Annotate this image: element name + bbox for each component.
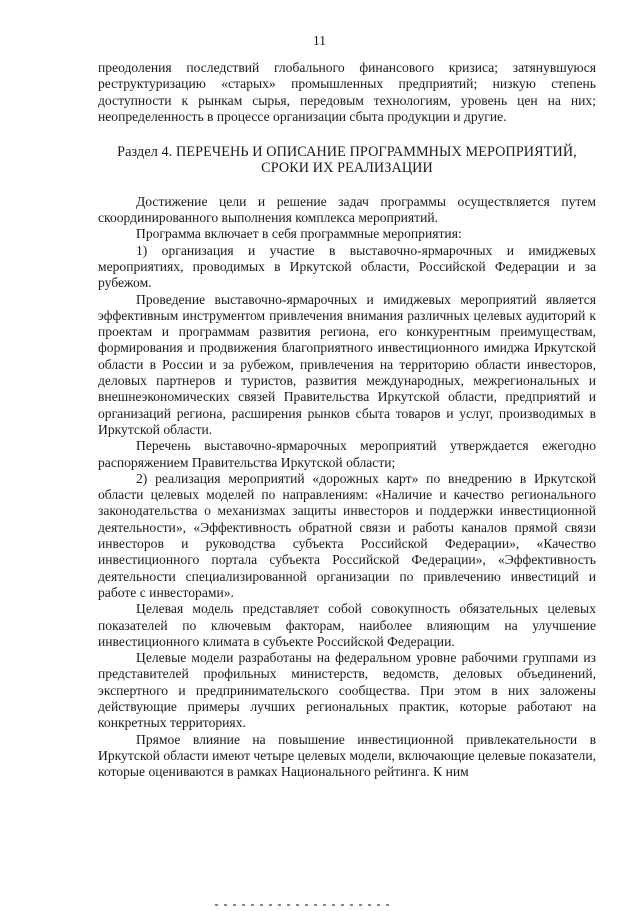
paragraph-item-2: 2) реализация мероприятий «дорожных карт» по внедрению в Иркутской области целевых моделей по направлениям: «Наличие и качество регионального законодательства о механизмах защиты инвесторов и поддержки инвестиционной деятельности», «Эффективность обратной связи и работы каналов прямой связи инвесторов и руководства субъекта Российской Федерации», «Качество инвестиционного портала субъекта Российской Федерации», «Эффективность деятельности специализированной организации по привлечению инвестиций и работе с инвесторами». [98,470,596,600]
section-heading: Раздел 4. ПЕРЕЧЕНЬ И ОПИСАНИЕ ПРОГРАММНЫХ МЕРОПРИЯТИЙ, СРОКИ ИХ РЕАЛИЗАЦИИ [117,144,577,177]
paragraph-crisis-continuation: преодоления последствий глобального финансового кризиса; затянувшуюся реструктуризацию «старых» промышленных предприятий; низкую степень доступности к рынкам сырья, передовым технологиям, уровень цен на них; неопределенность в процессе организации сбыта продукции и другие. [98,60,596,124]
paragraph-list-approval: Перечень выставочно-ярмарочных мероприятий утверждается ежегодно распоряжением Правительства Иркутской области; [98,438,596,470]
paragraph-goal: Достижение цели и решение задач программы осуществляется путем скоординированного выполнения комплекса мероприятий. [98,193,596,226]
paragraph-target-models-developed: Целевые модели разработаны на федеральном уровне рабочими группами из представителей профильных министерств, ведомств, деловых объединений, экспертного и предпринимательского сообщества. При этом в них заложены действующие примеры лучших региональных практик, которые работают на конкретных территориях. [98,650,596,731]
scan-artifact [215,893,415,899]
paragraph-direct-influence: Прямое влияние на повышение инвестиционной привлекательности в Иркутской области имеют четыре целевых модели, включающие целевые показатели, которые оцениваются в рамках Национального рейтинга. К ним [98,731,597,780]
page-number: 11 [313,33,326,48]
paragraph-exhibitions: Проведение выставочно-ярмарочных и имиджевых мероприятий является эффективным инструментом привлечения внимания различных целевых аудиторий к проектам и программам развития региона, его конкурентным преимуществам, формирования и продвижения благоприятного инвестиционного имиджа Иркутской области в России и за рубежом, привлечения на территорию области инвесторов, деловых партнеров и туристов, развития международных, межрегиональных и внешнеэкономических связей Правительства Иркутской области, предприятий и организаций региона, расширения рынков сбыта товаров и услуг, производимых в Иркутской области. [98,291,596,437]
document-body [98,60,596,780]
paragraph-target-model: Целевая модель представляет собой совокупность обязательных целевых показателей по ключевым факторам, наиболее влияющим на улучшение инвестиционного климата в субъекте Российской Федерации. [98,601,596,649]
paragraph-item-1: 1) организация и участие в выставочно-ярмарочных и имиджевых мероприятиях, проводимых в Иркутской области, Российской Федерации и за рубежом. [98,242,596,291]
paragraph-program-includes: Программа включает в себя программные мероприятия: [136,226,462,242]
